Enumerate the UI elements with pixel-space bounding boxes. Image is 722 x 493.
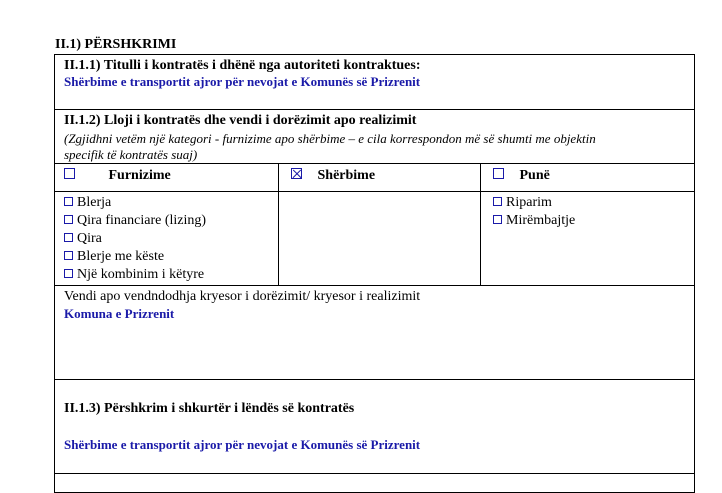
supplies-options-list: [64, 194, 206, 284]
checked-checkbox-icon[interactable]: [291, 168, 302, 179]
category-row-bottom-border: [54, 191, 695, 192]
checkbox-icon[interactable]: [64, 168, 75, 179]
location-value: Komuna e Prizrenit: [64, 306, 175, 321]
category-furnizime[interactable]: [64, 168, 171, 184]
checkbox-icon[interactable]: [64, 251, 73, 260]
column-divider-1: [278, 163, 279, 285]
contract-title-value: Shërbime e transportit ajror për nevojat e Komunës së Prizrenit: [64, 74, 421, 89]
location-label: Vendi apo vendndodhja kryesor i dorëzimit/ kryesor i realizimit: [64, 289, 421, 304]
category-label: Punë: [519, 168, 550, 183]
description-box: [54, 379, 695, 474]
option-label: Një kombinim i këtyre: [77, 267, 205, 282]
checkbox-icon[interactable]: [64, 269, 73, 278]
checkbox-icon[interactable]: [64, 215, 73, 224]
checkbox-icon[interactable]: [64, 233, 73, 242]
option-label: Qira: [77, 231, 102, 246]
checkbox-icon[interactable]: [64, 197, 73, 206]
option-qira-financiare[interactable]: [64, 212, 206, 230]
option-kombinim[interactable]: [64, 266, 206, 284]
checkbox-icon[interactable]: [493, 168, 504, 179]
category-sherbime[interactable]: [291, 168, 375, 184]
category-label: Shërbime: [317, 168, 376, 183]
category-row-top-border: [54, 163, 695, 164]
description-label: II.1.3) Përshkrim i shkurtër i lëndës së kontratës: [64, 401, 355, 416]
contract-type-label: II.1.2) Lloji i kontratës dhe vendi i dorëzimit apo realizimit: [64, 113, 417, 128]
checkbox-icon[interactable]: [493, 215, 502, 224]
contract-type-instruction-1: (Zgjidhni vetëm një kategori - furnizime apo shërbime – e cila korrespondon më së shumti me objektin: [64, 131, 596, 146]
option-label: Blerje me këste: [77, 249, 165, 264]
column-divider-2: [480, 163, 481, 285]
option-label: Qira financiare (lizing): [77, 213, 207, 228]
contract-title-label: II.1.1) Titulli i kontratës i dhënë nga autoriteti kontraktues:: [64, 58, 421, 73]
category-pune[interactable]: [493, 168, 550, 184]
works-options-list: [493, 194, 575, 230]
option-qira[interactable]: [64, 230, 206, 248]
next-section-box: [54, 473, 695, 493]
options-row-bottom-border: [54, 285, 695, 286]
checkbox-icon[interactable]: [493, 197, 502, 206]
option-riparim[interactable]: [493, 194, 575, 212]
option-blerje-me-keste[interactable]: [64, 248, 206, 266]
option-label: Mirëmbajtje: [506, 213, 576, 228]
option-label: Riparim: [506, 195, 552, 210]
description-value: Shërbime e transportit ajror për nevojat e Komunës së Prizrenit: [64, 437, 421, 452]
section-heading: II.1) PËRSHKRIMI: [55, 37, 177, 52]
option-blerja[interactable]: [64, 194, 206, 212]
option-label: Blerja: [77, 195, 112, 210]
contract-type-instruction-2: specifik të kontratës suaj): [64, 147, 198, 162]
category-label: Furnizime: [108, 168, 171, 183]
option-mirembajtje[interactable]: [493, 212, 575, 230]
